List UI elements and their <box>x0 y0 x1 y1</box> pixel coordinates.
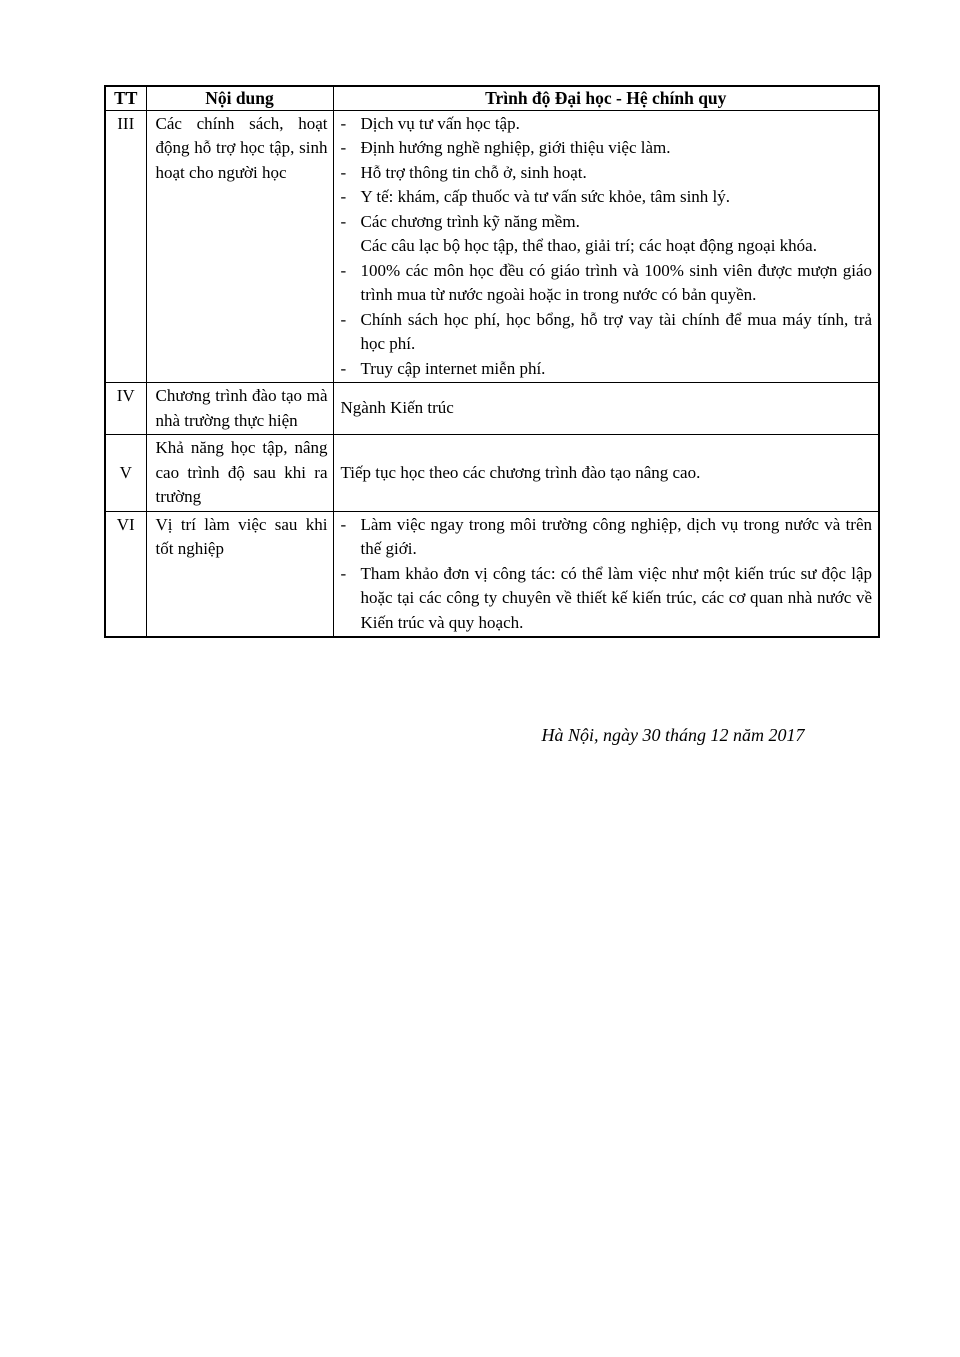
bullet-text: Tham khảo đơn vị công tác: có thể làm việc như một kiến trúc sư độc lập hoặc tại các công ty chuyên về thiết kế kiến trúc, các cơ quan nhà nước về Kiến trúc và quy hoạch. <box>360 563 872 632</box>
program-info-table <box>104 85 880 638</box>
dash-marker: - <box>340 563 347 583</box>
row-number-cell: V <box>105 435 146 512</box>
table-header-row <box>105 86 879 110</box>
bullet-item <box>341 513 873 562</box>
bullet-text: Định hướng nghề nghiệp, giới thiệu việc làm. <box>360 138 671 157</box>
dash-marker: - <box>340 514 347 534</box>
bullet-item <box>341 357 873 382</box>
col-header-trinh-do: Trình độ Đại học - Hệ chính quy <box>333 86 879 110</box>
bullet-item <box>341 161 873 186</box>
dash-marker: - <box>340 162 347 182</box>
dash-marker: - <box>340 113 347 133</box>
content-text: Tiếp tục học theo các chương trình đào tạo nâng cao. <box>340 462 701 482</box>
bullet-text: Các câu lạc bộ học tập, thể thao, giải trí; các hoạt động ngoại khóa. <box>360 236 817 255</box>
content-cell <box>333 511 879 637</box>
dash-marker: - <box>340 358 347 378</box>
col-header-tt: TT <box>105 86 146 110</box>
bullet-text: Các chương trình kỹ năng mềm. <box>360 211 580 231</box>
row-number-cell: IV <box>105 383 146 435</box>
bullet-item <box>341 562 873 636</box>
bullet-item <box>341 308 873 357</box>
content-cell <box>333 435 879 512</box>
noi-dung-cell: Các chính sách, hoạt động hỗ trợ học tập, sinh hoạt cho người học <box>146 110 333 383</box>
noi-dung-cell: Vị trí làm việc sau khi tốt nghiệp <box>146 511 333 637</box>
content-cell <box>333 110 879 383</box>
bullet-text: 100% các môn học đều có giáo trình và 100% sinh viên được mượn giáo trình mua từ nước ngoài hoặc in trong nước có bản quyền. <box>360 260 872 304</box>
table-row <box>105 110 879 383</box>
bullet-text: Y tế: khám, cấp thuốc và tư vấn sức khỏe, tâm sinh lý. <box>360 187 731 206</box>
dash-marker: - <box>340 187 347 206</box>
dash-marker: - <box>340 211 347 231</box>
row-number-cell: III <box>105 110 146 383</box>
date-line: Hà Nội, ngày 30 tháng 12 năm 2017 <box>541 725 805 745</box>
table-row <box>105 383 879 435</box>
bullet-text: Làm việc ngay trong môi trường công nghiệp, dịch vụ trong nước và trên thế giới. <box>360 514 872 558</box>
content-cell <box>333 383 879 435</box>
row-number-cell: VI <box>105 511 146 637</box>
bullet-item <box>341 210 873 235</box>
col-header-noi-dung: Nội dung <box>146 86 333 110</box>
noi-dung-cell: Chương trình đào tạo mà nhà trường thực hiện <box>146 383 333 435</box>
bullet-item <box>341 185 873 210</box>
content-text: Ngành Kiến trúc <box>340 398 454 418</box>
table-row <box>105 511 879 637</box>
dash-marker: - <box>340 309 347 329</box>
bullet-item <box>341 112 873 137</box>
noi-dung-cell: Khả năng học tập, nâng cao trình độ sau khi ra trường <box>146 435 333 512</box>
dash-marker: - <box>340 138 347 157</box>
bullet-text: Chính sách học phí, học bổng, hỗ trợ vay tài chính để mua máy tính, trả học phí. <box>360 309 872 353</box>
table-row <box>105 435 879 512</box>
table-body <box>105 110 879 637</box>
bullet-text: Hỗ trợ thông tin chỗ ở, sinh hoạt. <box>360 162 587 182</box>
bullet-item <box>341 234 873 259</box>
bullet-text: Dịch vụ tư vấn học tập. <box>360 113 520 133</box>
bullet-item <box>341 136 873 161</box>
bullet-item <box>341 259 873 308</box>
dash-marker: - <box>340 260 347 280</box>
bullet-text: Truy cập internet miễn phí. <box>360 358 546 378</box>
